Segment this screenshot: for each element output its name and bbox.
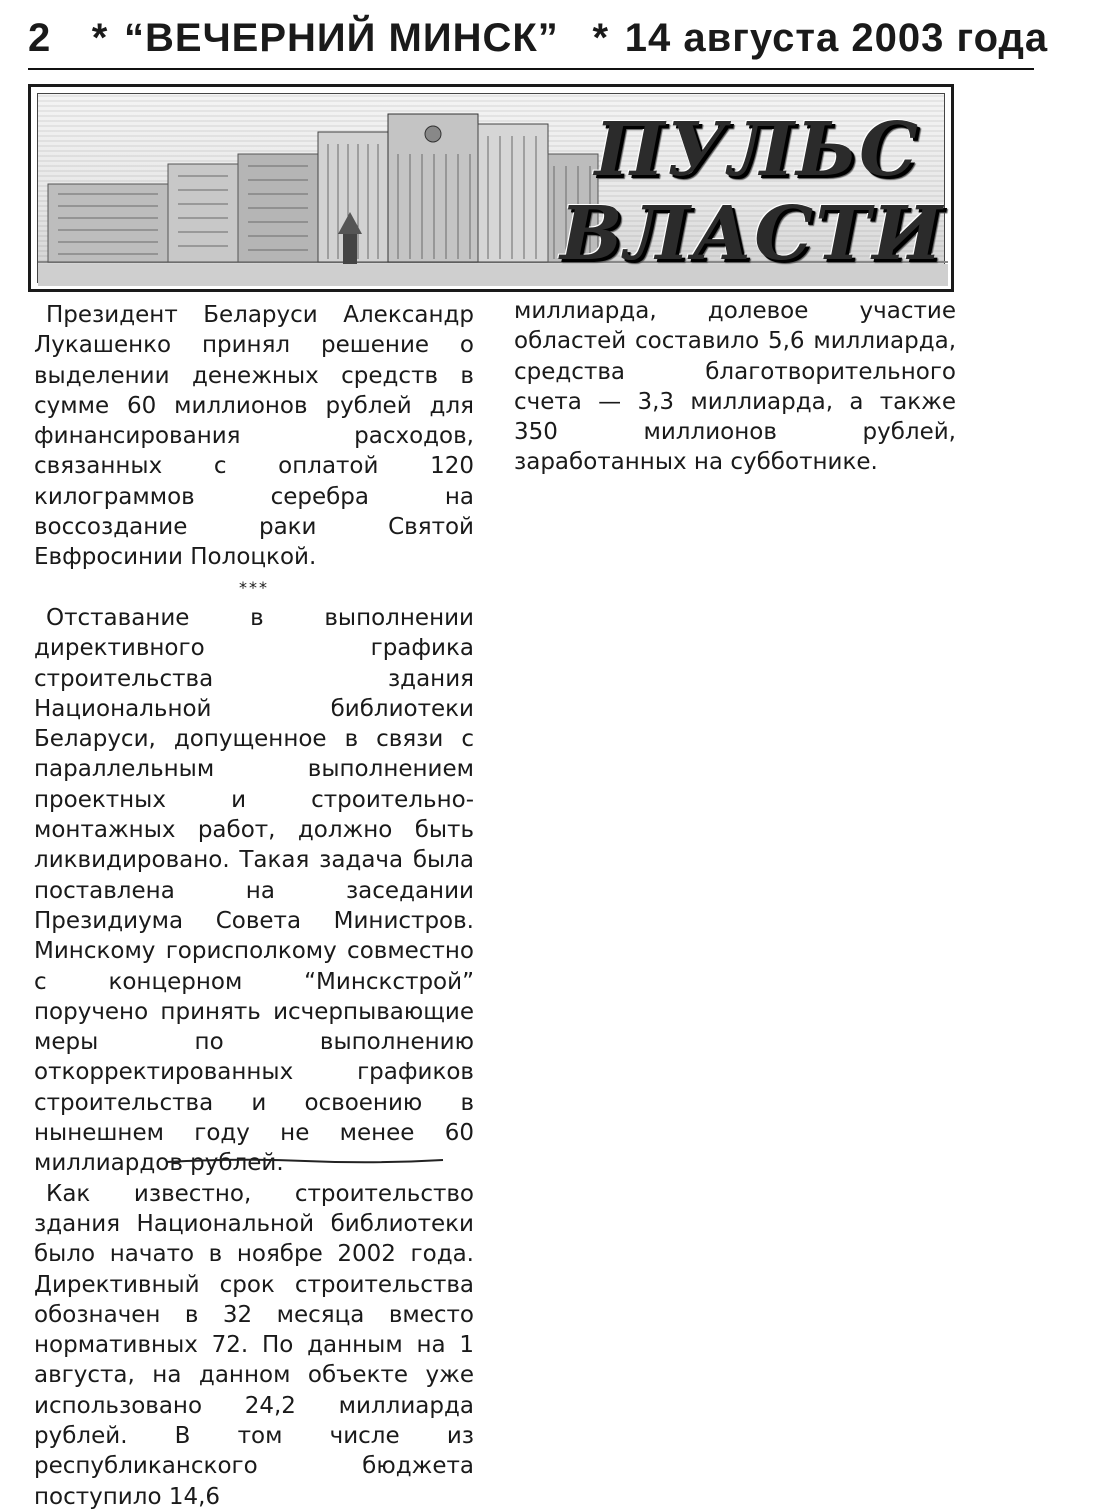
- section-separator: ***: [239, 577, 269, 597]
- banner-title-line-2: ВЛАСТИ: [560, 191, 945, 277]
- paragraph-funding-continued: миллиарда, долевое участие областей составило 5,6 миллиарда, средства благотворительного счета — 3,3 миллиарда, а также 350 миллионов рублей, заработанных на субботнике.: [514, 298, 956, 476]
- masthead-rule: [28, 68, 1034, 70]
- page-number: 2: [28, 16, 52, 60]
- banner-photo-frame: [37, 93, 945, 283]
- masthead-star: *: [592, 16, 610, 60]
- handwritten-underline: [165, 1157, 445, 1165]
- section-banner: [28, 84, 954, 292]
- paragraph-library-schedule: Отставание в выполнении директивного графика строительства здания Национальной библиотеки Беларуси, допущенное в связи с параллельным выполнением проектных и строительно-монтажных работ, должно быть ликвидировано. Такая задача была поставлена на заседании Президиума Совета Министров. Минскому горисполкому совместно с концерном “Минскстрой” поручено принять исчерпывающие меры по выполнению откорректированных графиков строительства и освоению в нынешнем году не менее 60 миллиардов рублей.: [34, 604, 474, 1177]
- newspaper-name: “ВЕЧЕРНИЙ МИНСК”: [124, 16, 559, 60]
- paragraph-silver-reliquary: Президент Беларуси Александр Лукашенко принял решение о выделении денежных средств в сумме 60 миллионов рублей для финансирования расходов, связанных с оплатой 120 килограммов серебра на воссоздание раки Святой Евфросинии Полоцкой.: [34, 302, 474, 571]
- issue-date: 14 августа 2003 года: [624, 16, 1049, 60]
- banner-title-line-1: ПУЛЬС: [594, 107, 920, 193]
- paragraph-library-funding: Как известно, строительство здания Национальной библиотеки было начато в ноябре 2002 года. Директивный срок строительства обозначен в 32 месяца вместо нормативных 72. По данным на 1 августа, на данном объекте уже использовано 24,2 миллиарда рублей. В том числе из республиканского бюджета поступило 14,6: [34, 1180, 474, 1510]
- article-left-column: [34, 300, 474, 1512]
- article-right-column: [514, 296, 956, 478]
- masthead: [28, 8, 1068, 68]
- masthead-star: *: [91, 16, 109, 60]
